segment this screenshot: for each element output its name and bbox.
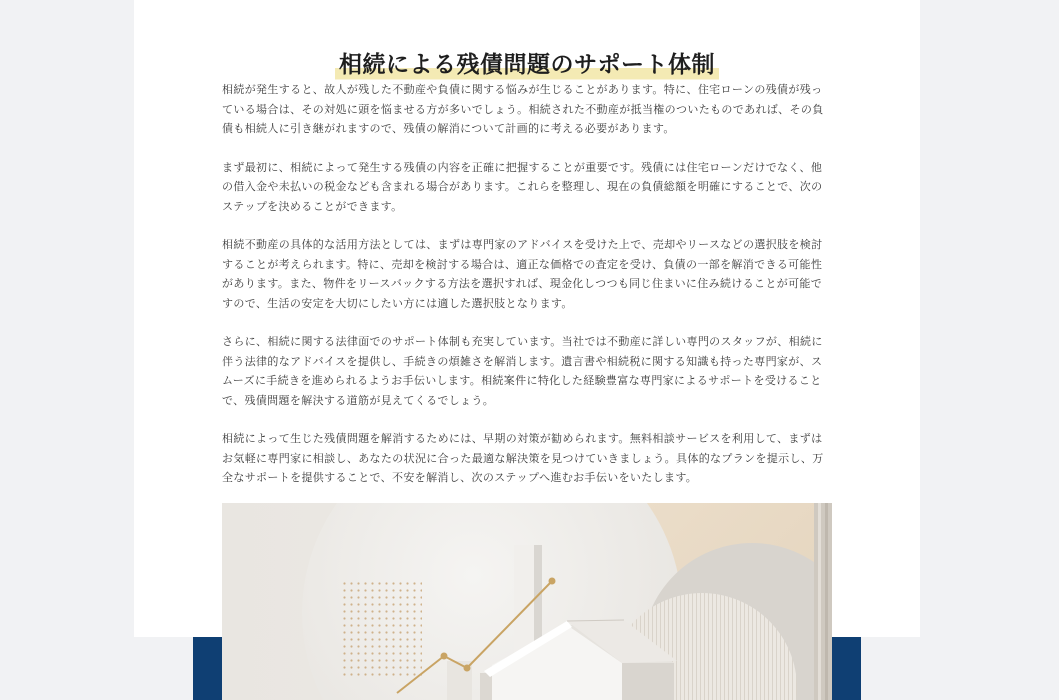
line-point xyxy=(441,653,448,660)
paragraph-3: 相続不動産の具体的な活用方法としては、まずは専門家のアドバイスを受けた上で、売却やリースなどの選択肢を検討することが考えられます。特に、売却を検討する場合は、適正な価格での査定を受け、負債の一部を解消できる可能性があります。また、物件をリースバックする方法を選択すれば、現金化しつつも同じ住まいに住み続けることが可能ですので、生活の安定を大切にしたい方には適した選択肢となります。 xyxy=(222,238,823,310)
paragraph-4: さらに、相続に関する法律面でのサポート体制も充実しています。当社では不動産に詳しい専門のスタッフが、相続に伴う法律的なアドバイスを提供し、手続きの煩雑さを解消します。遺言書や相続税に関する知識も持った専門家が、スムーズに手続きを進められるようお手伝いします。相続案件に特化した経験豊富な専門家によるサポートを受けることで、残債問題を解決する道筋が見えてくるでしょう。 xyxy=(222,335,823,407)
hero-image xyxy=(222,503,832,700)
article-body xyxy=(222,80,832,507)
paragraph-5: 相続によって生じた残債問題を解消するためには、早期の対策が勧められます。無料相談サービスを利用して、まずはお気軽に専門家に相談し、あなたの状況に合った最適な解決策を見つけていきましょう。具体的なプランを提示し、万全なサポートを提供することで、不安を解消し、次のステップへ進むお手伝いをいたします。 xyxy=(222,432,824,484)
house-growth-illustration xyxy=(222,503,832,700)
page-title: 相続による残債問題のサポート体制 xyxy=(335,47,719,81)
paragraph-2: まず最初に、相続によって発生する残債の内容を正確に把握することが重要です。残債には住宅ローンだけでなく、他の借入金や未払いの税金なども含まれる場合があります。これらを整理し、現在の負債総額を明確にすることで、次のステップを決めることができます。 xyxy=(222,160,823,213)
right-column xyxy=(814,503,832,700)
dot-grid xyxy=(342,581,422,676)
paragraph-1: 相続が発生すると、故人が残した不動産や負債に関する悩みが生じることがあります。特に、住宅ローンの残債が残っている場合は、その対処に頭を悩ませる方が多いでしょう。相続された不動産が抵当権のついたものであれば、その負債も相続人に引き継がれますので、残債の解消について計画的に考える必要があります。 xyxy=(222,83,824,135)
